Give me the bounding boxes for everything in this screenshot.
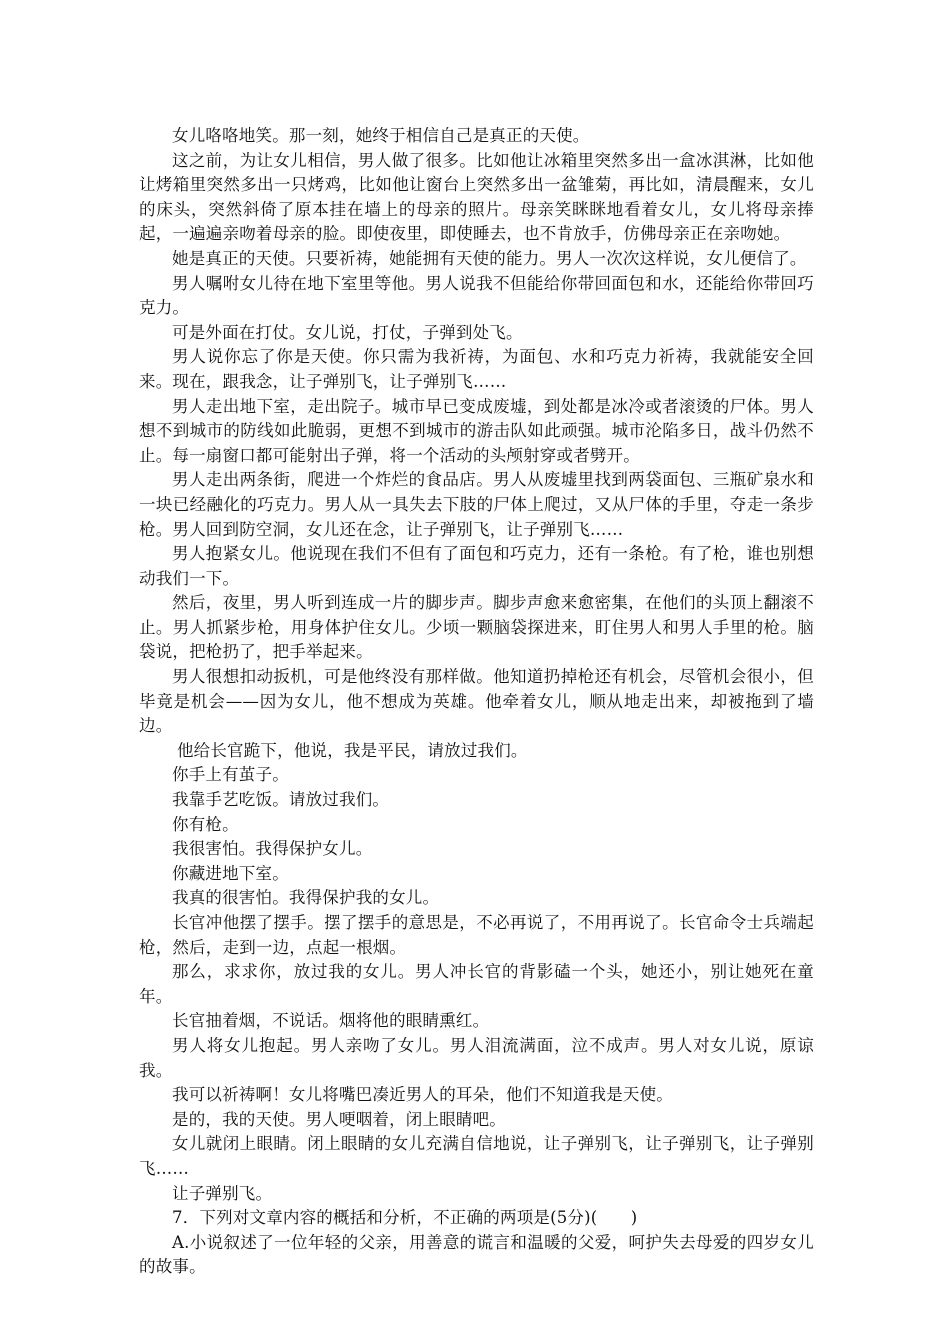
paragraph: 男人嘱咐女儿待在地下室里等他。男人说我不但能给你带回面包和水，还能给你带回巧克力。 [139,273,814,318]
paragraph: 长官冲他摆了摆手。摆了摆手的意思是，不必再说了，不用再说了。长官命令士兵端起枪，然后，走到一边，点起一根烟。 [139,913,814,957]
paragraph: 是的，我的天使。男人哽咽着，闭上眼睛吧。 [172,1109,506,1129]
dialogue-line: 我真的很害怕。我得保护我的女儿。 [172,888,440,908]
dialogue-line: 你手上有茧子。 [172,765,289,785]
paragraph: 让子弹别飞。 [172,1183,273,1203]
paragraph: 男人抱紧女儿。他说现在我们不但有了面包和巧克力，还有一条枪。有了枪，谁也别想动我们一下。 [139,544,814,588]
paragraph: 男人走出两条街，爬进一个炸烂的食品店。男人从废墟里找到两袋面包、三瓶矿泉水和一块已经融化的巧克力。男人从一具失去下肢的尸体上爬过，又从尸体的手里，夺走一条步枪。男人回到防空洞，女儿还在念，让子弹别飞，让子弹别飞…… [139,470,814,539]
paragraph: 男人走出地下室，走出院子。城市早已变成废墟，到处都是冰冷或者滚烫的尸体。男人想不到城市的防线如此脆弱，更想不到城市的游击队如此顽强。城市沦陷多日，战斗仍然不止。每一扇窗口都可能射出子弹，将一个活动的头颅射穿或者劈开。 [139,396,814,465]
dialogue-line: 我靠手艺吃饭。请放过我们。 [172,790,390,810]
paragraph: 那么，求求你，放过我的女儿。男人冲长官的背影磕一个头，她还小，别让她死在童年。 [139,962,814,1006]
paragraph: 男人很想扣动扳机，可是他终没有那样做。他知道扔掉枪还有机会，尽管机会很小，但毕竟是机会——因为女儿，他不想成为英雄。他牵着女儿，顺从地走出来，却被拖到了墙边。 [139,667,814,736]
question-stem: 7．下列对文章内容的概括和分析，不正确的两项是(5分)( ) [172,1208,638,1228]
paragraph: 然后，夜里，男人听到连成一片的脚步声。脚步声愈来愈密集，在他们的头顶上翻滚不止。男人抓紧步枪，用身体护住女儿。少顷一颗脑袋探进来，盯住男人和男人手里的枪。脑袋说，把枪扔了，把手举起来。 [139,593,814,662]
paragraph: 她是真正的天使。只要祈祷，她能拥有天使的能力。男人一次次这样说，女儿便信了。 [172,248,807,268]
paragraph: 男人将女儿抱起。男人亲吻了女儿。男人泪流满面，泣不成声。男人对女儿说，原谅我。 [139,1035,814,1080]
paragraph: 可是外面在打仗。女儿说，打仗，子弹到处飞。 [172,322,523,342]
paragraph: 我可以祈祷啊！女儿将嘴巴凑近男人的耳朵，他们不知道我是天使。 [172,1085,673,1105]
paragraph: 他给长官跪下，他说，我是平民，请放过我们。 [176,740,528,760]
article-body [139,124,814,1280]
dialogue-line: 你有枪。 [172,814,239,834]
dialogue-line: 你藏进地下室。 [172,863,289,883]
question-option-a: A.小说叙述了一位年轻的父亲，用善意的谎言和温暖的父爱，呵护失去母爱的四岁女儿的故事。 [139,1232,814,1277]
paragraph: 长官抽着烟，不说话。烟将他的眼睛熏红。 [172,1011,490,1031]
paragraph: 女儿就闭上眼睛。闭上眼睛的女儿充满自信地说，让子弹别飞，让子弹别飞，让子弹别飞…… [139,1134,814,1178]
dialogue-line: 我很害怕。我得保护女儿。 [172,839,373,859]
paragraph: 女儿咯咯地笑。那一刻，她终于相信自己是真正的天使。 [172,126,590,145]
paragraph: 男人说你忘了你是天使。你只需为我祈祷，为面包、水和巧克力祈祷，我就能安全回来。现在，跟我念，让子弹别飞，让子弹别飞…… [139,347,814,391]
paragraph: 这之前，为让女儿相信，男人做了很多。比如他让冰箱里突然多出一盒冰淇淋，比如他让烤箱里突然多出一只烤鸡，比如他让窗台上突然多出一盆雏菊，再比如，清晨醒来，女儿的床头，突然斜倚了原本挂在墙上的母亲的照片。母亲笑眯眯地看着女儿，女儿将母亲捧起，一遍遍亲吻着母亲的脸。即使夜里，即使睡去，也不肯放手，仿佛母亲正在亲吻她。 [139,150,814,244]
